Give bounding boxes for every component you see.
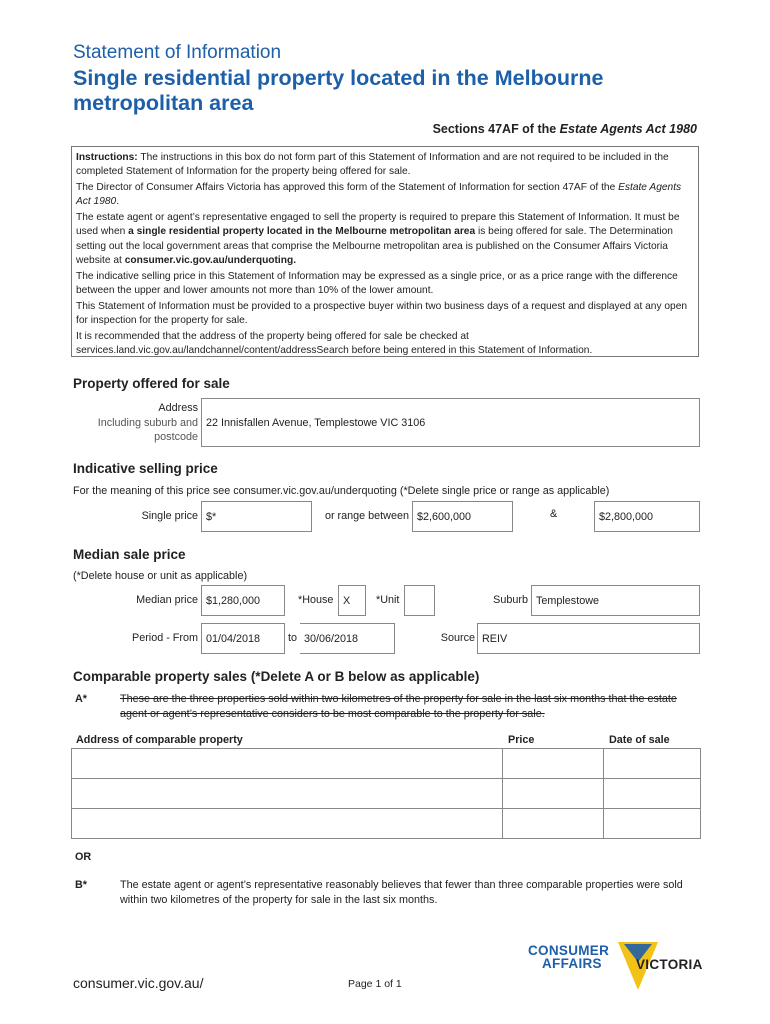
- comparable-table: [71, 748, 701, 839]
- suburb-label: Suburb: [493, 594, 528, 606]
- median-price-field[interactable]: [201, 585, 285, 616]
- address-value: 22 Innisfallen Avenue, Templestowe VIC 3106: [206, 416, 426, 429]
- indicative-note: For the meaning of this price see consumer.vic.gov.au/underquoting (*Delete single price or range as applicable): [73, 485, 610, 497]
- col-price-header: Price: [508, 734, 535, 746]
- single-price-field[interactable]: [201, 501, 312, 532]
- comparable-address-cell[interactable]: [72, 779, 503, 809]
- instructions-label: Instructions:: [76, 152, 138, 163]
- range-label: or range between: [324, 510, 409, 522]
- period-to-value: 30/06/2018: [304, 632, 359, 645]
- instructions-text-2c: .: [116, 196, 120, 208]
- instructions-box: [71, 146, 699, 357]
- period-from-label: Period - From: [132, 632, 198, 644]
- form-subtitle: Statement of Information: [73, 42, 282, 63]
- table-row: [72, 779, 701, 809]
- comparable-price-cell[interactable]: [503, 809, 604, 839]
- address-label-line3: postcode: [154, 431, 198, 443]
- act-reference-prefix: Sections 47AF of the: [432, 122, 560, 136]
- form-title: Single residential property located in the Melbourne metropolitan area: [73, 66, 604, 115]
- source-field[interactable]: [477, 623, 700, 654]
- house-field[interactable]: [338, 585, 366, 616]
- instructions-paragraph-6: It is recommended that the address of the property being offered for sale be checked at services.land.vic.gov.au/landchannel/content/addressSearch before being entered in this Statement of Information.: [76, 331, 593, 357]
- source-value: REIV: [482, 632, 508, 645]
- source-label: Source: [440, 632, 475, 644]
- logo-text-victoria: VICTORIA: [636, 957, 703, 972]
- address-label: [73, 401, 198, 445]
- period-from-value: 01/04/2018: [206, 632, 261, 645]
- comparable-date-cell[interactable]: [604, 749, 701, 779]
- instructions-text-3c: is being offered for sale. The Determination setting out the local government areas that comprise the Melbourne metropolitan area is published on the Consumer Affairs Victoria website at: [76, 226, 673, 267]
- instructions-text-2b: Estate Agents Act 1980: [76, 182, 682, 208]
- act-reference-name: Estate Agents Act 1980: [559, 122, 697, 136]
- underquoting-link[interactable]: consumer.vic.gov.au/underquoting.: [124, 255, 297, 267]
- period-from-field[interactable]: [201, 623, 285, 654]
- median-heading: Median sale price: [73, 547, 186, 562]
- comparable-date-cell[interactable]: [604, 809, 701, 839]
- range-ampersand: &: [550, 508, 558, 520]
- instructions-text-1: The instructions in this box do not form part of this Statement of Information and are not required to be included in the completed Statement of Information for the property being offered for sale.: [76, 152, 669, 178]
- table-row: [72, 749, 701, 779]
- option-b-text: The estate agent or agent’s representative reasonably believes that fewer than three comparable properties were sold within two kilometres of the property for sale in the last six months.: [120, 879, 683, 906]
- instructions-paragraph-1: [76, 151, 694, 180]
- address-field[interactable]: [201, 398, 700, 447]
- unit-label: *Unit: [376, 594, 400, 606]
- comparable-address-cell[interactable]: [72, 749, 503, 779]
- indicative-heading: Indicative selling price: [73, 461, 218, 476]
- instructions-paragraph-4: The indicative selling price in this Statement of Information may be expressed as a single price, or as a price range with the difference between the upper and lower amounts not more than 10% of the lower amount.: [76, 270, 678, 297]
- range-low-value: $2,600,000: [417, 510, 472, 523]
- instructions-paragraph-3: [76, 211, 694, 268]
- suburb-value: Templestowe: [536, 594, 600, 607]
- range-high-field[interactable]: [594, 501, 700, 532]
- col-date-header: Date of sale: [609, 734, 670, 746]
- option-a-label: A*: [75, 693, 87, 705]
- single-price-value: $*: [206, 510, 217, 523]
- option-a-text: These are the three properties sold within two kilometres of the property for sale in the last six months that the estate agent or agent’s representative considers to be most comparable to the property for sale.: [120, 693, 677, 720]
- address-label-line1: Address: [158, 402, 198, 414]
- single-price-label: Single price: [141, 510, 198, 522]
- instructions-text-3b: a single residential property located in the Melbourne metropolitan area: [128, 226, 476, 238]
- comparable-date-cell[interactable]: [604, 779, 701, 809]
- address-label-line2: Including suburb and: [97, 416, 198, 429]
- comparable-price-cell[interactable]: [503, 749, 604, 779]
- median-price-value: $1,280,000: [206, 594, 261, 607]
- house-label: *House: [298, 594, 334, 606]
- comparable-price-cell[interactable]: [503, 779, 604, 809]
- property-heading: Property offered for sale: [73, 376, 230, 391]
- logo-text-line2: AFFAIRS: [542, 956, 602, 971]
- consumer-affairs-victoria-logo: [528, 942, 704, 994]
- instructions-text-3a: The estate agent or agent’s representative engaged to sell the property is required to prepare this Statement of Information. It must be used when: [76, 212, 680, 238]
- page-number: Page 1 of 1: [348, 978, 402, 990]
- act-reference: [433, 122, 697, 136]
- median-note: (*Delete house or unit as applicable): [73, 570, 248, 582]
- range-high-value: $2,800,000: [599, 510, 654, 523]
- instructions-paragraph-5: This Statement of Information must be provided to a prospective buyer within two business days of a request and displayed at any open for inspection for the property for sale.: [76, 300, 688, 327]
- option-b-label: B*: [75, 879, 87, 891]
- comparable-heading: Comparable property sales (*Delete A or B below as applicable): [73, 669, 480, 684]
- instructions-paragraph-2: [76, 181, 694, 210]
- logo-text-line1: CONSUMER: [528, 943, 610, 958]
- footer-url[interactable]: consumer.vic.gov.au/: [73, 975, 204, 991]
- table-row: [72, 809, 701, 839]
- house-value: X: [343, 594, 351, 607]
- suburb-field[interactable]: [531, 585, 700, 616]
- comparable-address-cell[interactable]: [72, 809, 503, 839]
- period-to-label: to: [288, 632, 298, 644]
- range-low-field[interactable]: [412, 501, 513, 532]
- or-label: OR: [75, 851, 92, 863]
- unit-field[interactable]: [404, 585, 435, 616]
- median-price-label: Median price: [136, 594, 198, 606]
- instructions-text-2a: The Director of Consumer Affairs Victoria has approved this form of the Statement of Information for section 47AF of the: [76, 182, 619, 194]
- col-address-header: Address of comparable property: [76, 734, 243, 746]
- period-to-field[interactable]: [300, 623, 395, 654]
